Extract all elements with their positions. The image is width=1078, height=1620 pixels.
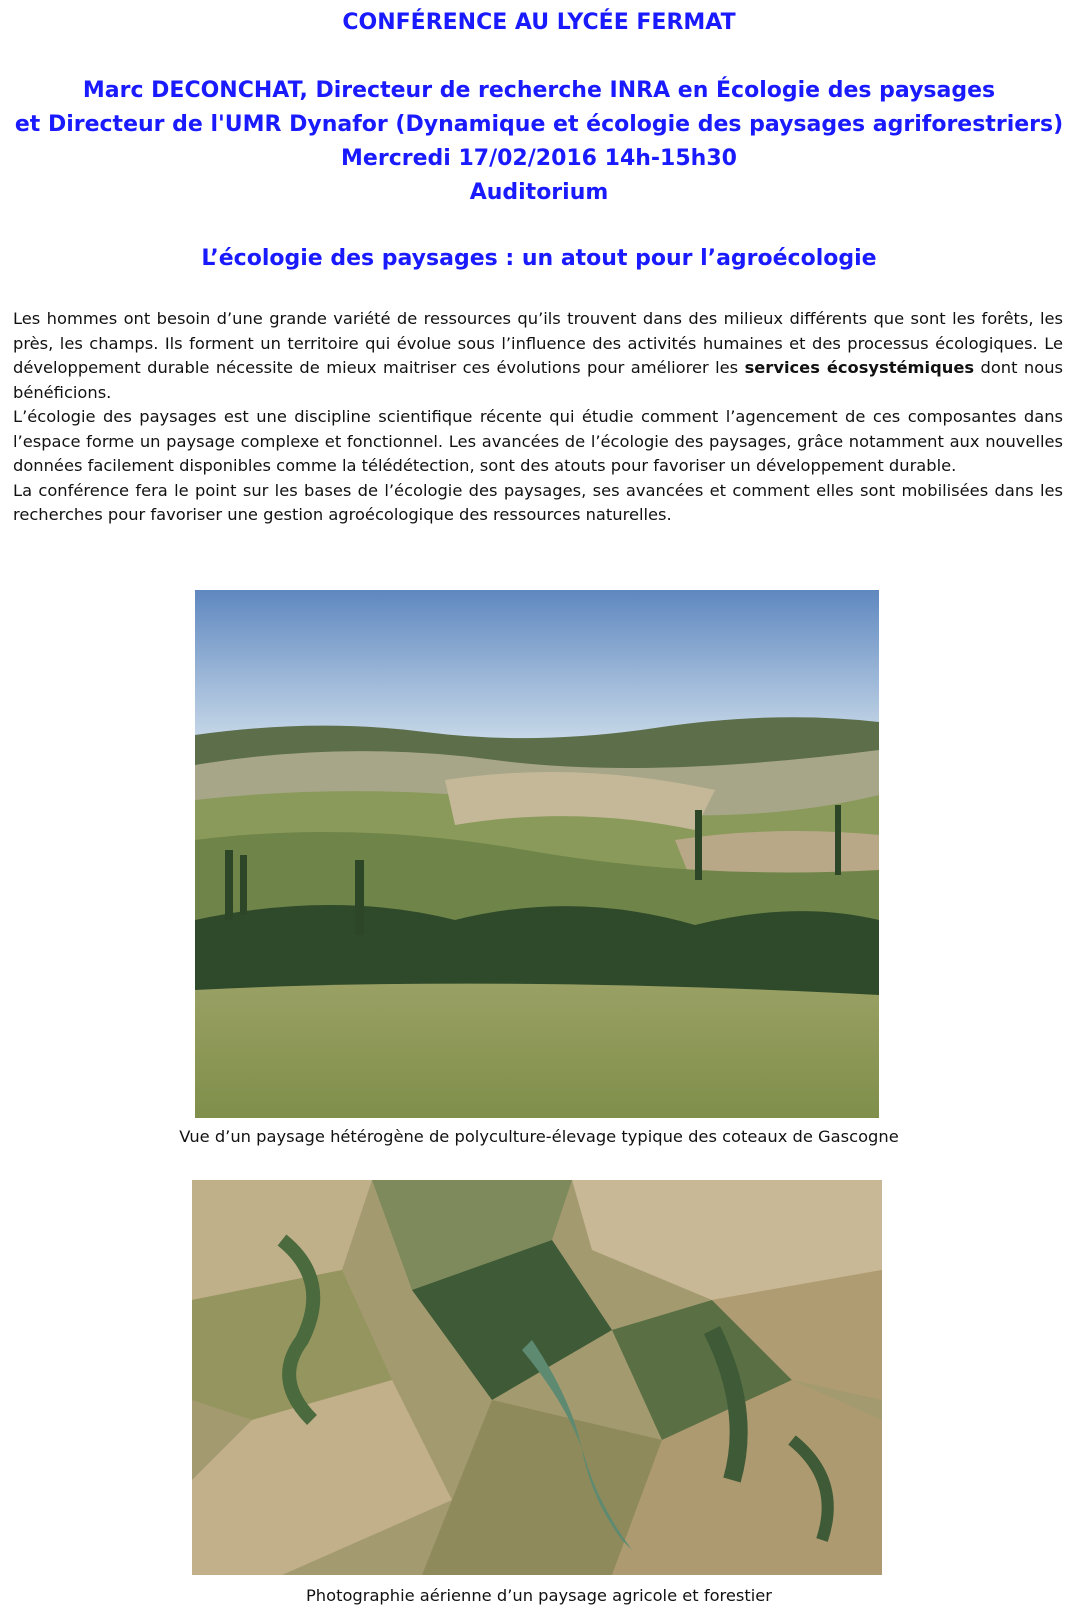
landscape-photo [195, 590, 879, 1118]
event-date: Mercredi 17/02/2016 14h-15h30 [341, 146, 737, 171]
speaker-line-1: Marc DECONCHAT, Directeur de recherche INRA en Écologie des paysages [82, 78, 996, 103]
figure-2-caption: Photographie aérienne d’un paysage agricole et forestier [305, 1586, 772, 1605]
conference-title: CONFÉRENCE AU LYCÉE FERMAT [342, 10, 736, 35]
abstract-paragraph-2: L’écologie des paysages est une discipline scientifique récente qui étudie comment l’agencement de ces composantes dans l’espace forme un paysage complexe et fonctionnel. Les avancées de l’écologie des paysages, grâce notamment aux nouvelles données facilement disponibles comme la télédétection, sont des atouts pour favoriser un développement durable. [13, 407, 1063, 475]
speaker-line-2: et Directeur de l'UMR Dynafor (Dynamique et écologie des paysages agriforestriers) [14, 112, 1064, 137]
p1-text-start: Les hommes ont besoin d’une grande variété de ressources qu’ils trouvent dans des milieux différents que sont les forêts, les près, les champs. Ils forment un territoire qui évolue sous l’influence des activités humaines et des processus écologiques. Le développement durable nécessite de mieux maitriser ces évolutions pour améliorer les [13, 309, 1063, 377]
abstract [13, 307, 1063, 528]
p1-text-end: dont nous bénéficions. [13, 358, 1064, 402]
aerial-photo [192, 1180, 882, 1575]
p1-bold-term: services écosystémiques [744, 358, 975, 377]
talk-title: L’écologie des paysages : un atout pour l’agroécologie [201, 246, 877, 271]
abstract-paragraph-3: La conférence fera le point sur les bases de l’écologie des paysages, ses avancées et comment elles sont mobilisées dans les recherches pour favoriser une gestion agroécologique des ressources naturelles. [13, 480, 1063, 524]
event-place: Auditorium [469, 180, 609, 205]
abstract-paragraph-1 [13, 307, 1063, 405]
figure-1-caption: Vue d’un paysage hétérogène de polyculture-élevage typique des coteaux de Gascogne [179, 1127, 899, 1146]
